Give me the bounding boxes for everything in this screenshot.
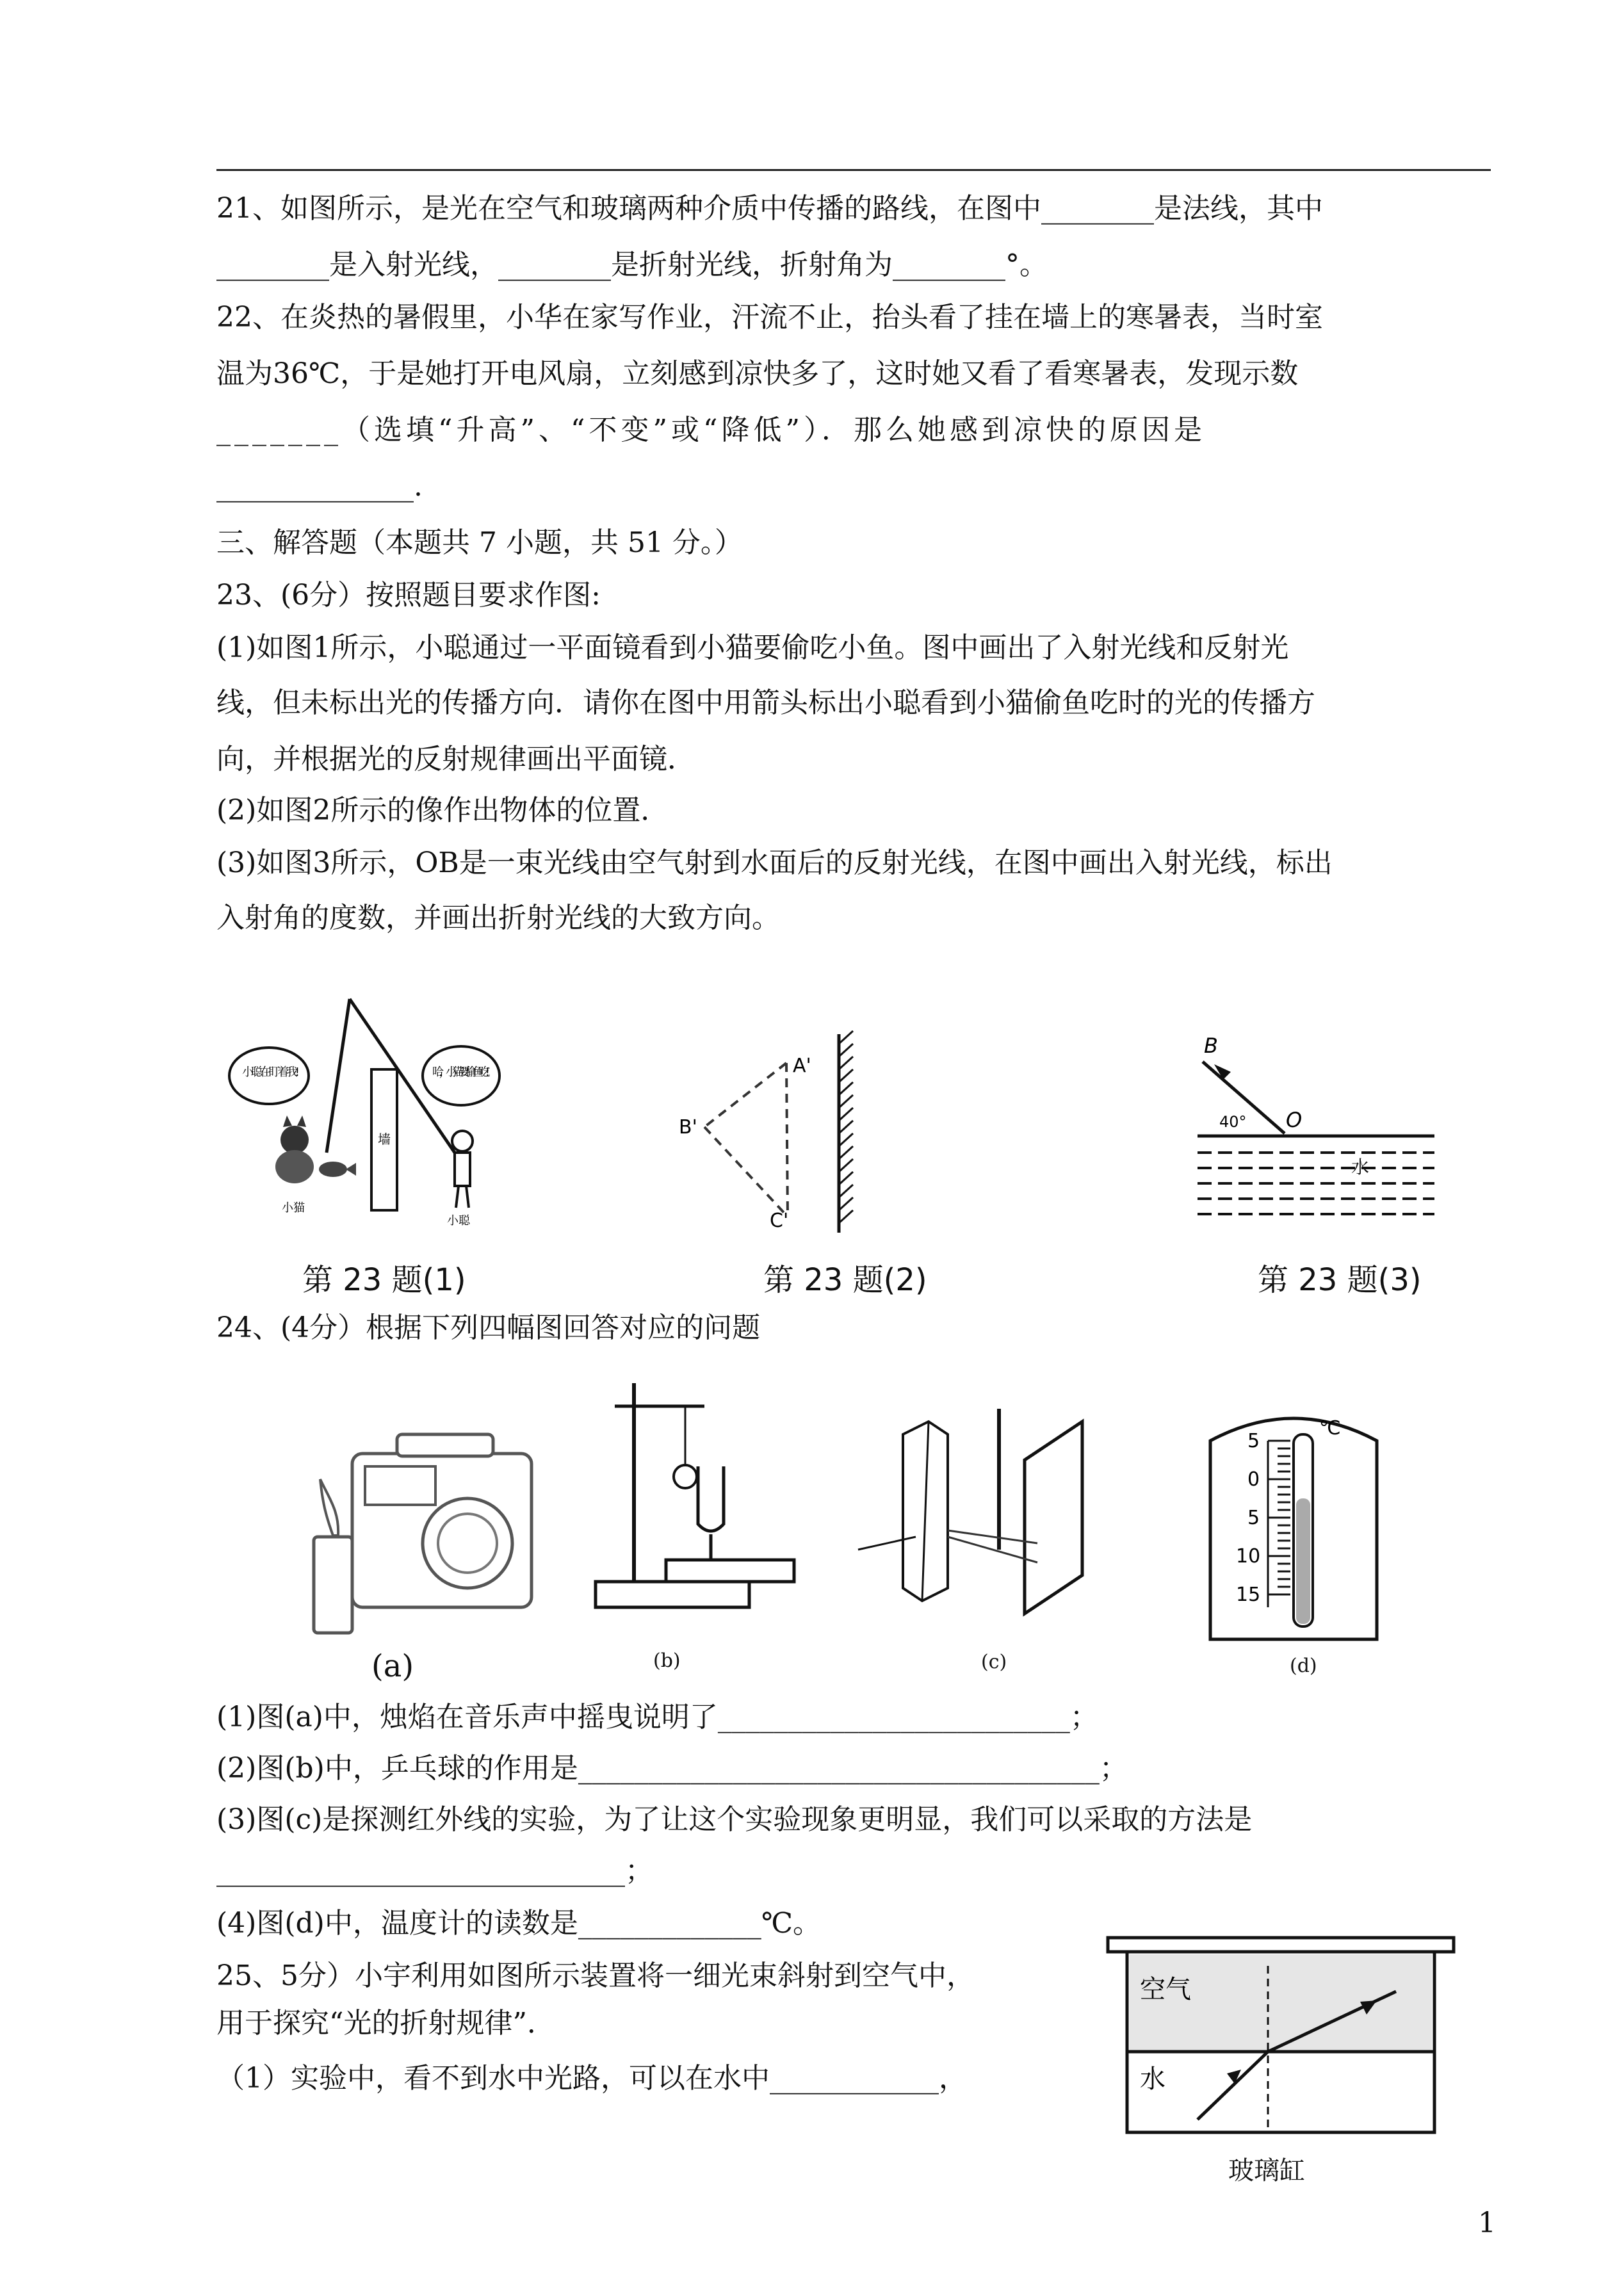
- cat-drawing: [275, 1115, 356, 1183]
- caption-23-2: 第 23 题(2): [763, 1262, 927, 1298]
- figure-24-a: [301, 1428, 538, 1639]
- figure-25: [1101, 1927, 1460, 2139]
- label-angle: 40°: [1219, 1113, 1247, 1131]
- section-3-title: 三、解答题（本题共 7 小题，共 51 分。）: [216, 526, 743, 559]
- tick-10: 10: [1236, 1545, 1261, 1568]
- caption-24-d: (d): [1290, 1655, 1317, 1677]
- wall-label: 墙: [378, 1131, 391, 1147]
- caption-24-b: (b): [653, 1650, 681, 1672]
- label-a-prime: A': [793, 1055, 811, 1077]
- label-air: 空气: [1140, 1975, 1191, 2004]
- caption-24-a: (a): [371, 1648, 414, 1684]
- bubble-right-text: 哈，小猫要偷鱼吃!: [432, 1066, 491, 1079]
- label-water: 水: [1351, 1156, 1370, 1178]
- q23-head: 23、(6分）按照题目要求作图:: [216, 579, 601, 612]
- radio-speaker: [423, 1498, 512, 1588]
- label-o: O: [1286, 1108, 1303, 1132]
- q23-p1-b: 线，但未标出光的传播方向．请你在图中用箭头标出小聪看到小猫偷鱼吃时的光的传播方: [216, 686, 1315, 719]
- caption-23-3: 第 23 题(3): [1258, 1262, 1422, 1298]
- q24-head: 24、(4分）根据下列四幅图回答对应的问题: [216, 1311, 761, 1344]
- q25-line-2: 用于探究“光的折射规律”．: [216, 2007, 555, 2040]
- light-ray-left: [327, 999, 350, 1153]
- q23-p1-a: (1)如图1所示，小聪通过一平面镜看到小猫要偷吃小鱼。图中画出了入射光线和反射光: [216, 631, 1289, 664]
- tank-lid: [1108, 1938, 1454, 1952]
- q24-s1: (1)图(a)中，烛焰在音乐声中摇曳说明了_________________________；: [216, 1701, 1098, 1733]
- thermo-unit: ℃: [1319, 1417, 1341, 1439]
- boy-drawing: [452, 1131, 473, 1208]
- tick-5: 5: [1247, 1507, 1260, 1529]
- q23-p1-c: 向，并根据光的反射规律画出平面镜．: [216, 743, 695, 775]
- radio-panel: [365, 1466, 435, 1505]
- header-rule: [216, 169, 1491, 171]
- tick-0: 0: [1247, 1468, 1260, 1491]
- figure-23-1: [224, 993, 506, 1249]
- q23-p3-a: (3)如图3所示，OB是一束光线由空气射到水面后的反射光线，在图中画出入射光线，标出: [216, 847, 1333, 879]
- caption-23-1: 第 23 题(1): [302, 1262, 466, 1298]
- screen: [1025, 1422, 1082, 1614]
- page-number: 1: [1478, 2207, 1496, 2239]
- tick-5-top: 5: [1247, 1430, 1260, 1452]
- q22-line-2: 温为36℃，于是她打开电风扇，立刻感到凉快多了，这时她又看了看寒暑表，发现示数: [216, 357, 1299, 390]
- label-b-prime: B': [679, 1116, 697, 1139]
- q25-line-3: （1）实验中，看不到水中光路，可以在水中____________，: [216, 2062, 967, 2095]
- bubble-left-text: 小聪在盯着我!: [242, 1066, 300, 1079]
- figure-23-3: [1191, 1031, 1447, 1236]
- q24-s3-b: _____________________________；: [216, 1854, 653, 1887]
- image-triangle: [704, 1063, 788, 1217]
- q24-s4: (4)图(d)中，温度计的读数是_____________℃。: [216, 1907, 822, 1940]
- label-b: B: [1204, 1034, 1218, 1058]
- figure-24-c: [852, 1396, 1095, 1626]
- cat-label: 小猫: [282, 1201, 305, 1215]
- mirror-hatching: [839, 1031, 853, 1223]
- fork-box: [666, 1560, 794, 1582]
- q21-line-2: ________是入射光线，________是折射光线，折射角为________°。: [216, 248, 1048, 281]
- label-water-25: 水: [1140, 2064, 1165, 2094]
- boy-label: 小聪: [447, 1214, 470, 1228]
- radio-handle: [397, 1434, 493, 1456]
- q22-line-3: _______（选填“升高”、“不变”或“降低”）．那么她感到凉快的原因是: [216, 414, 1206, 446]
- caption-25: 玻璃缸: [1228, 2156, 1305, 2186]
- candle-flame: [320, 1479, 338, 1536]
- stand-base: [596, 1582, 749, 1607]
- q22-line-4: ______________.: [216, 470, 423, 503]
- label-c-prime: C': [770, 1210, 789, 1232]
- caption-24-c: (c): [981, 1651, 1007, 1673]
- q24-s3-a: (3)图(c)是探测红外线的实验，为了让这个实验现象更明显，我们可以采取的方法是: [216, 1803, 1253, 1836]
- q24-s2: (2)图(b)中，乒乓球的作用是_____________________________________；: [216, 1752, 1128, 1785]
- tuning-fork: [698, 1466, 724, 1531]
- q22-line-1: 22、在炎热的暑假里，小华在家写作业，汗流不止，抬头看了挂在墙上的寒暑表，当时室: [216, 301, 1323, 334]
- water-hatching: [1198, 1153, 1434, 1214]
- figure-23-2: [679, 1025, 871, 1236]
- candle: [314, 1537, 352, 1633]
- ping-pong-ball: [674, 1465, 697, 1488]
- liquid-column: [1296, 1498, 1310, 1624]
- figure-24-b: [589, 1370, 826, 1626]
- tick-15: 15: [1236, 1584, 1261, 1606]
- q25-line-1: 25、5分）小宇利用如图所示装置将一细光束斜射到空气中，: [216, 1959, 975, 1992]
- q21-line-1: 21、如图所示，是光在空气和玻璃两种介质中传播的路线，在图中________是法线，其中: [216, 192, 1323, 225]
- q23-p2: (2)如图2所示的像作出物体的位置．: [216, 794, 669, 827]
- figure-24-d: [1204, 1402, 1396, 1646]
- q23-p3-b: 入射角的度数，并画出折射光线的大致方向。: [216, 902, 780, 934]
